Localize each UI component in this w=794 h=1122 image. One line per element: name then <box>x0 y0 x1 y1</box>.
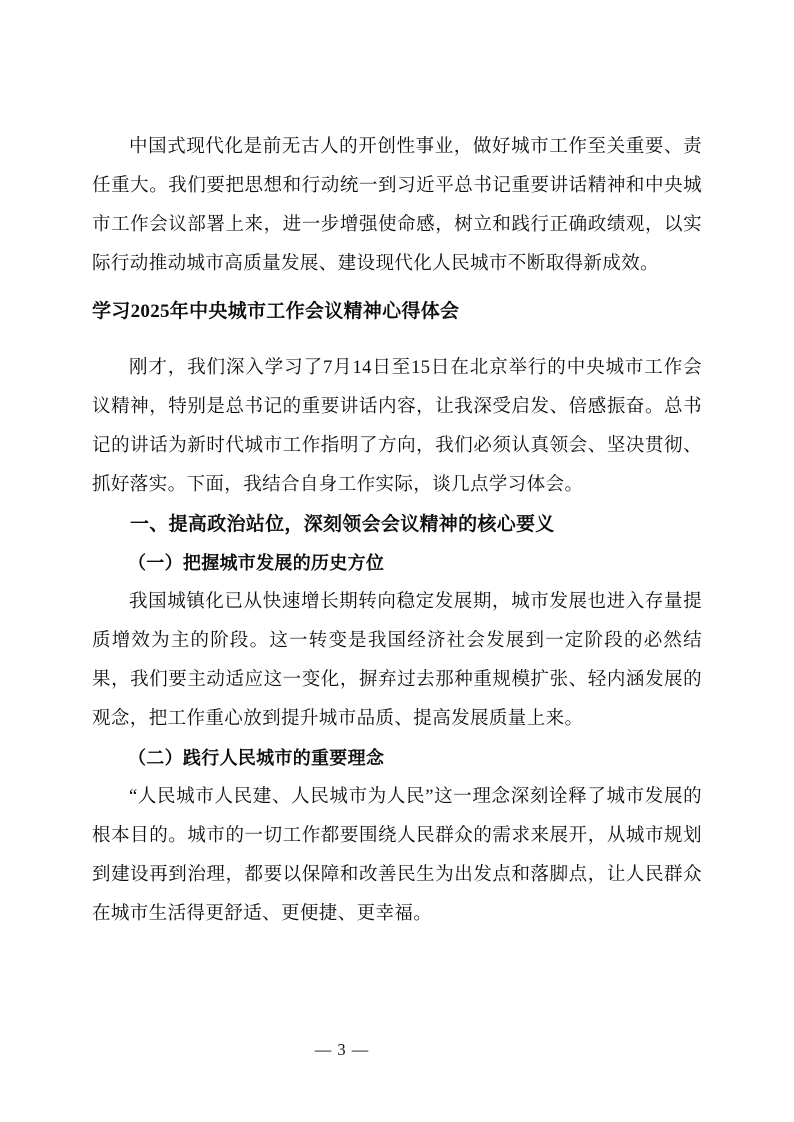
subsection-heading-1-2: （二）践行人民城市的重要理念 <box>128 748 385 768</box>
paragraph-1-2: “人民城市人民建、人民城市为人民”这一理念深刻诠释了城市发展的根本目的。城市的一切工作都要围绕人民群众的需求来展开，从城市规划到建设再到治理，都要以保障和改善民生为出发点和落脚点，让人民群众在城市生活得更舒适、更便捷、更幸福。 <box>92 787 702 924</box>
paragraph-1-1: 我国城镇化已从快速增长期转向稳定发展期，城市发展也进入存量提质增效为主的阶段。这一转变是我国经济社会发展到一定阶段的必然结果，我们要主动适应这一变化，摒弃过去那种重规模扩张、轻内涵发展的观念，把工作重心放到提升城市品质、提高发展质量上来。 <box>92 592 702 729</box>
section-heading-1: 一、提高政治站位，深刻领会会议精神的核心要义 <box>130 514 555 535</box>
page-number: — 3 — <box>314 1040 370 1059</box>
spacer <box>92 333 702 349</box>
paragraph-intro: 中国式现代化是前无古人的开创性事业，做好城市工作至关重要、责任重大。我们要把思想和行动统一到习近平总书记重要讲话精神和中央城市工作会议部署上来，进一步增强使命感，树立和践行正确政绩观，以实际行动推动城市高质量发展、建设现代化人民城市不断取得新成效。 <box>92 137 702 274</box>
document-title: 学习2025年中央城市工作会议精神心得体会 <box>92 301 460 322</box>
subsection-heading-1-1: （一）把握城市发展的历史方位 <box>128 553 385 573</box>
paragraph-opening: 刚才，我们深入学习了7月14日至15日在北京举行的中央城市工作会议精神，特别是总书记的重要讲话内容，让我深受启发、倍感振奋。总书记的讲话为新时代城市工作指明了方向，我们必须认真领会、坚决贯彻、抓好落实。下面，我结合自身工作实际，谈几点学习体会。 <box>92 358 702 495</box>
